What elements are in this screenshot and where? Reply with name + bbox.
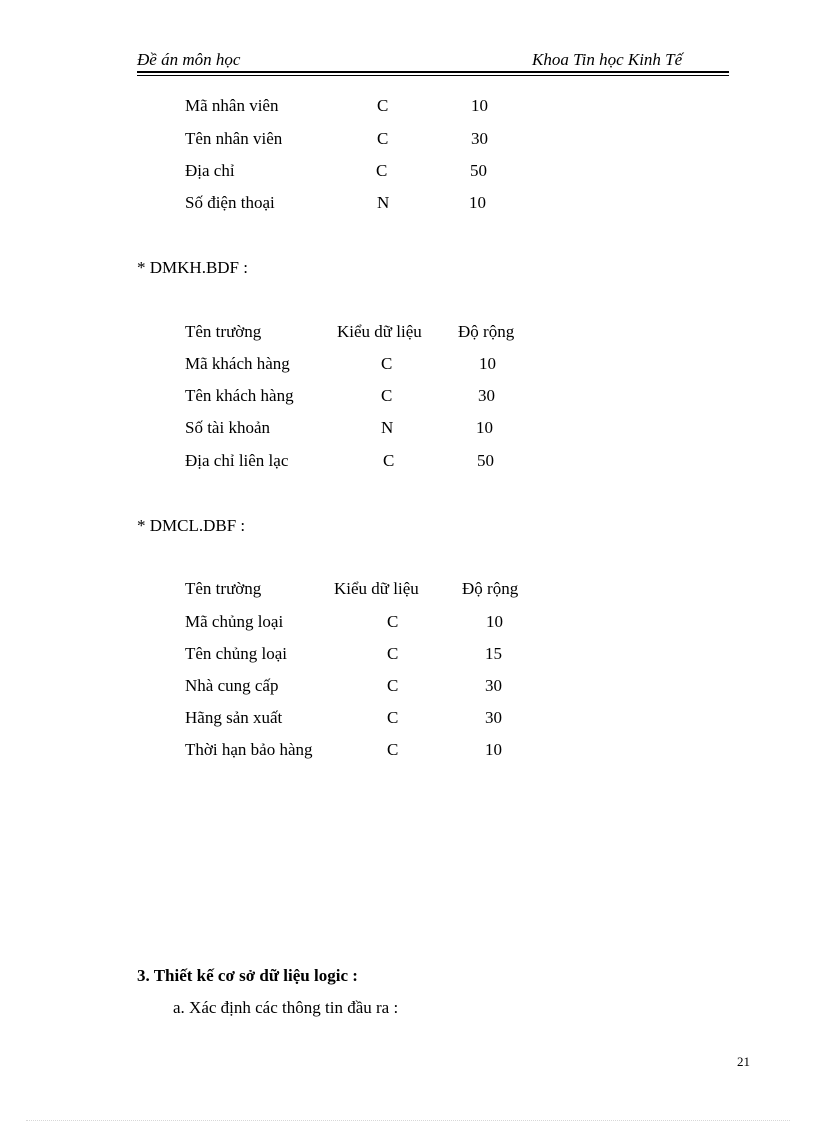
field-name-cell: Mã khách hàng [185, 354, 290, 373]
field-width-cell: 10 [485, 740, 502, 759]
field-type-cell: C [377, 96, 389, 115]
field-name-cell: Tên chủng loại [185, 644, 287, 663]
field-width-cell: 50 [477, 451, 494, 470]
field-width-cell: 10 [471, 96, 488, 115]
field-type-cell: C [387, 740, 399, 759]
field-type-cell: C [387, 612, 399, 631]
field-name-cell: Mã chủng loại [185, 612, 284, 631]
field-width-cell: 10 [469, 193, 486, 212]
column-header-name: Tên trường [185, 322, 262, 341]
field-name-cell: Mã nhân viên [185, 96, 279, 115]
field-width-cell: 50 [470, 161, 487, 180]
field-type-cell: C [383, 451, 395, 470]
field-name-cell: Số tài khoản [185, 418, 270, 437]
table-kh-title: * DMKH.BDF : [137, 258, 248, 277]
column-header-width: Độ rộng [458, 322, 515, 341]
header-right-text: Khoa Tin học Kinh Tế [532, 50, 683, 69]
field-width-cell: 30 [478, 386, 495, 405]
column-header-type: Kiểu dữ liệu [337, 322, 422, 341]
field-name-cell: Địa chỉ liên lạc [185, 451, 289, 470]
header-rule-thick [137, 71, 729, 73]
field-type-cell: C [387, 644, 399, 663]
field-name-cell: Thời hạn bảo hàng [185, 740, 313, 759]
field-type-cell: N [381, 418, 394, 437]
field-width-cell: 10 [486, 612, 503, 631]
field-width-cell: 30 [485, 708, 502, 727]
field-type-cell: C [381, 386, 393, 405]
field-name-cell: Nhà cung cấp [185, 676, 279, 695]
field-width-cell: 10 [476, 418, 493, 437]
column-header-name: Tên trường [185, 579, 262, 598]
field-name-cell: Tên nhân viên [185, 129, 283, 148]
field-type-cell: N [377, 193, 390, 212]
page-number: 21 [737, 1054, 750, 1069]
bottom-border [26, 1120, 790, 1121]
table-cl-title: * DMCL.DBF : [137, 516, 246, 535]
section-title: 3. Thiết kế cơ sở dữ liệu logic : [137, 966, 358, 985]
field-type-cell: C [387, 676, 399, 695]
section-subtitle: a. Xác định các thông tin đầu ra : [173, 998, 399, 1017]
field-name-cell: Địa chỉ [185, 161, 235, 180]
header-left-text: Đề án môn học [137, 50, 241, 69]
field-name-cell: Hãng sản xuất [185, 708, 283, 727]
field-type-cell: C [387, 708, 399, 727]
field-width-cell: 10 [479, 354, 496, 373]
column-header-width: Độ rộng [462, 579, 519, 598]
field-type-cell: C [377, 129, 389, 148]
field-width-cell: 30 [471, 129, 488, 148]
header-rule-thin [137, 75, 729, 76]
field-width-cell: 15 [485, 644, 502, 663]
field-name-cell: Tên khách hàng [185, 386, 294, 405]
column-header-type: Kiểu dữ liệu [334, 579, 419, 598]
field-type-cell: C [376, 161, 388, 180]
field-name-cell: Số điện thoại [185, 193, 275, 212]
field-type-cell: C [381, 354, 393, 373]
field-width-cell: 30 [485, 676, 502, 695]
